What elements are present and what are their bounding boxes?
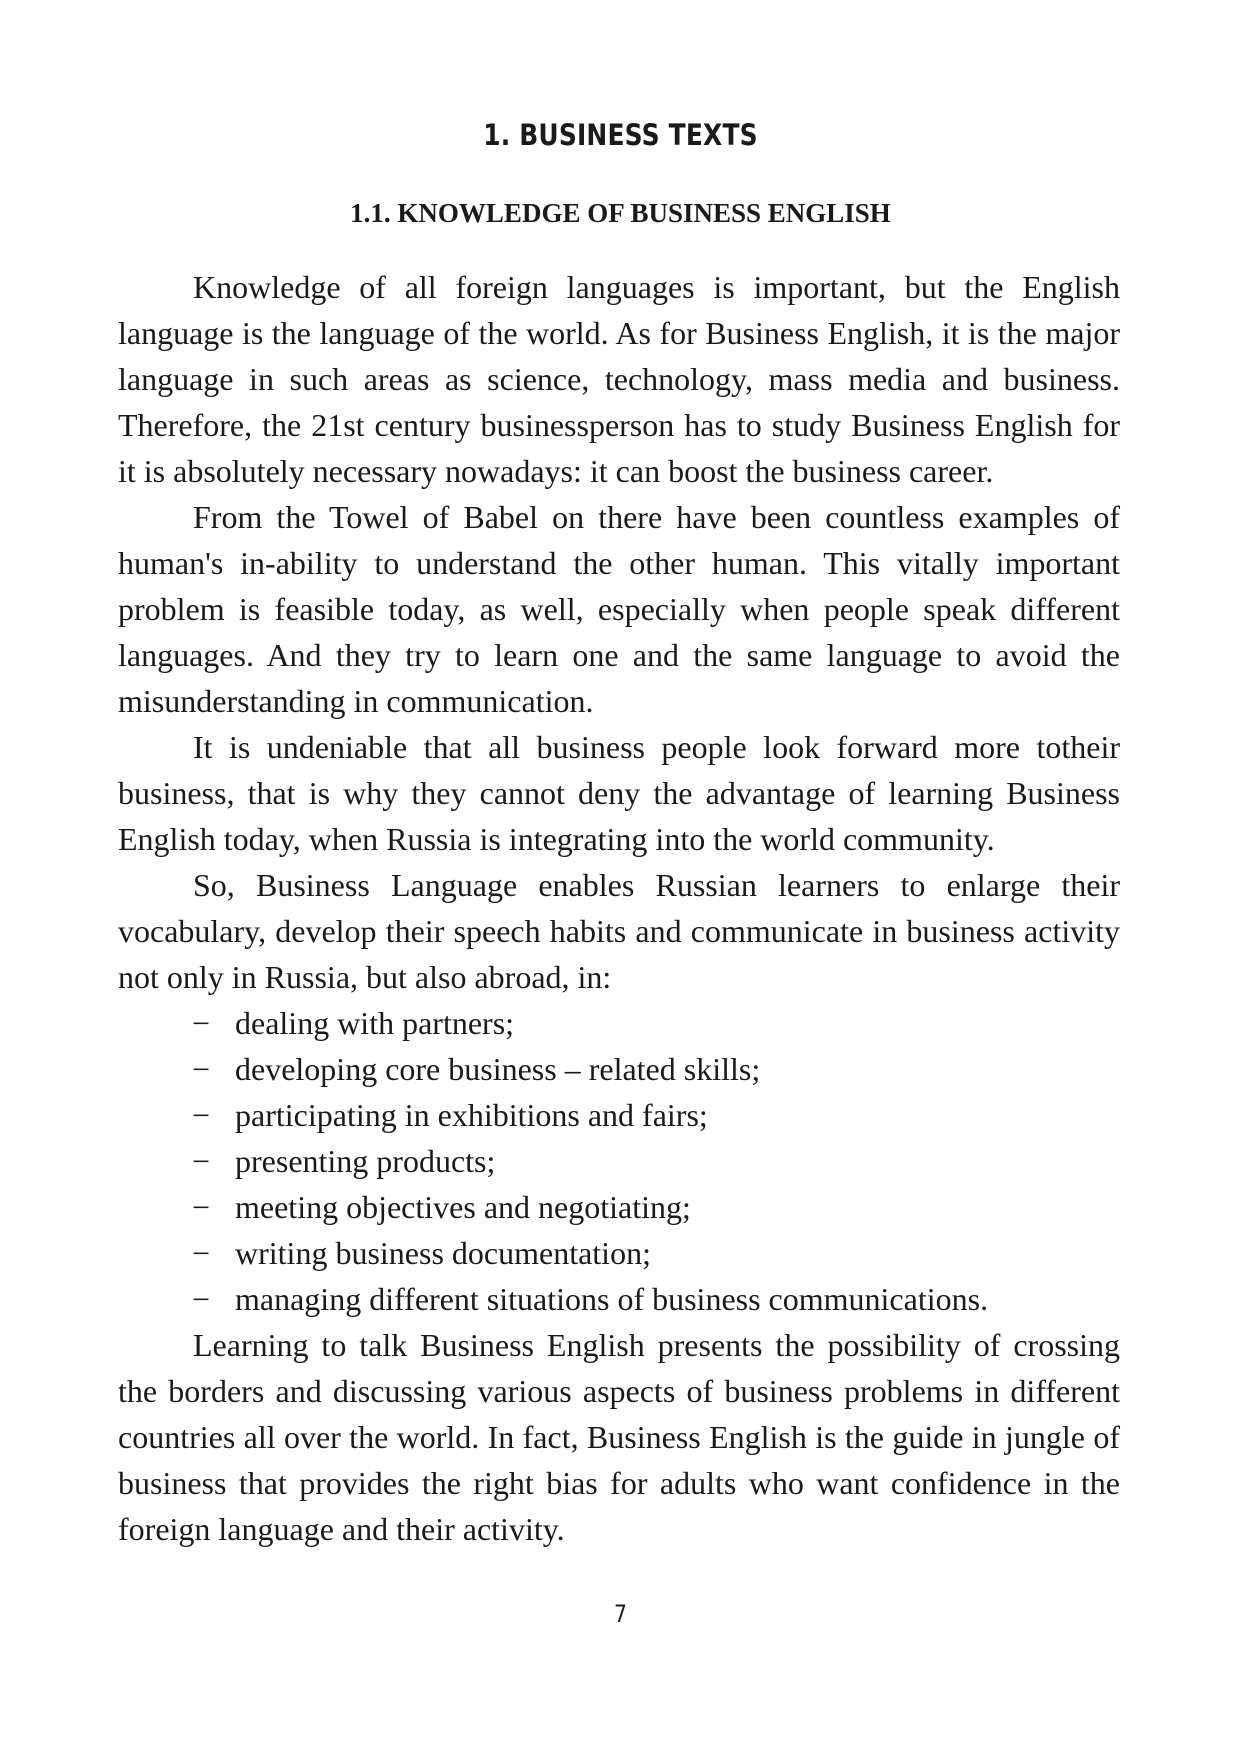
body-text [118,264,1120,1552]
bullet-dash: − [192,1235,211,1271]
bullet-dash: − [192,1143,211,1179]
bullet-dash: − [192,1097,211,1133]
chapter-title: 1. BUSINESS TEXTS [483,118,758,152]
page-number: 7 [614,1600,627,1628]
bullet-list [118,1000,1120,1322]
list-item-text: writing business documentation; [235,1235,651,1271]
paragraph-2: From the Towel of Babel on there have been countless examples of human's in-ability to understand the other human. This vitally important problem is feasible today, as well, especially when people speak different languages. And they try to learn one and the same language to avoid the misunderstanding in communication. [118,499,1120,719]
list-item-text: managing different situations of business communications. [235,1281,989,1317]
list-item [118,1046,1120,1092]
paragraph-4: So, Business Language enables Russian learners to enlarge their vocabulary, develop their speech habits and communicate in business activity not only in Russia, but also abroad, in: [118,867,1120,995]
bullet-dash: − [192,1005,211,1041]
list-item [118,1092,1120,1138]
paragraph-5: Learning to talk Business English presents the possibility of crossing the borders and discussing various aspects of business problems in different countries all over the world. In fact, Business English is the guide in jungle of business that provides the right bias for adults who want confidence in the foreign language and their activity. [118,1327,1120,1547]
list-item-text: dealing with partners; [235,1005,515,1041]
list-item [118,1184,1120,1230]
bullet-dash: − [192,1189,211,1225]
list-item-text: meeting objectives and negotiating; [235,1189,691,1225]
bullet-dash: − [192,1281,211,1317]
list-item [118,1138,1120,1184]
paragraph-1: Knowledge of all foreign languages is important, but the English language is the language of the world. As for Business English, it is the major language in such areas as science, technology, mass media and business. Therefore, the 21st century businessperson has to study Business English for it is absolutely necessary nowadays: it can boost the business career. [118,269,1120,489]
list-item [118,1000,1120,1046]
list-item [118,1276,1120,1322]
paragraph-3: It is undeniable that all business people look forward more totheir business, that is why they cannot deny the advantage of learning Business English today, when Russia is integrating into the world community. [118,729,1120,857]
list-item [118,1230,1120,1276]
section-title: 1.1. KNOWLEDGE OF BUSINESS ENGLISH [350,198,891,228]
list-item-text: presenting products; [235,1143,496,1179]
list-item-text: participating in exhibitions and fairs; [235,1097,708,1133]
bullet-dash: − [192,1051,211,1087]
list-item-text: developing core business – related skills; [235,1051,761,1087]
